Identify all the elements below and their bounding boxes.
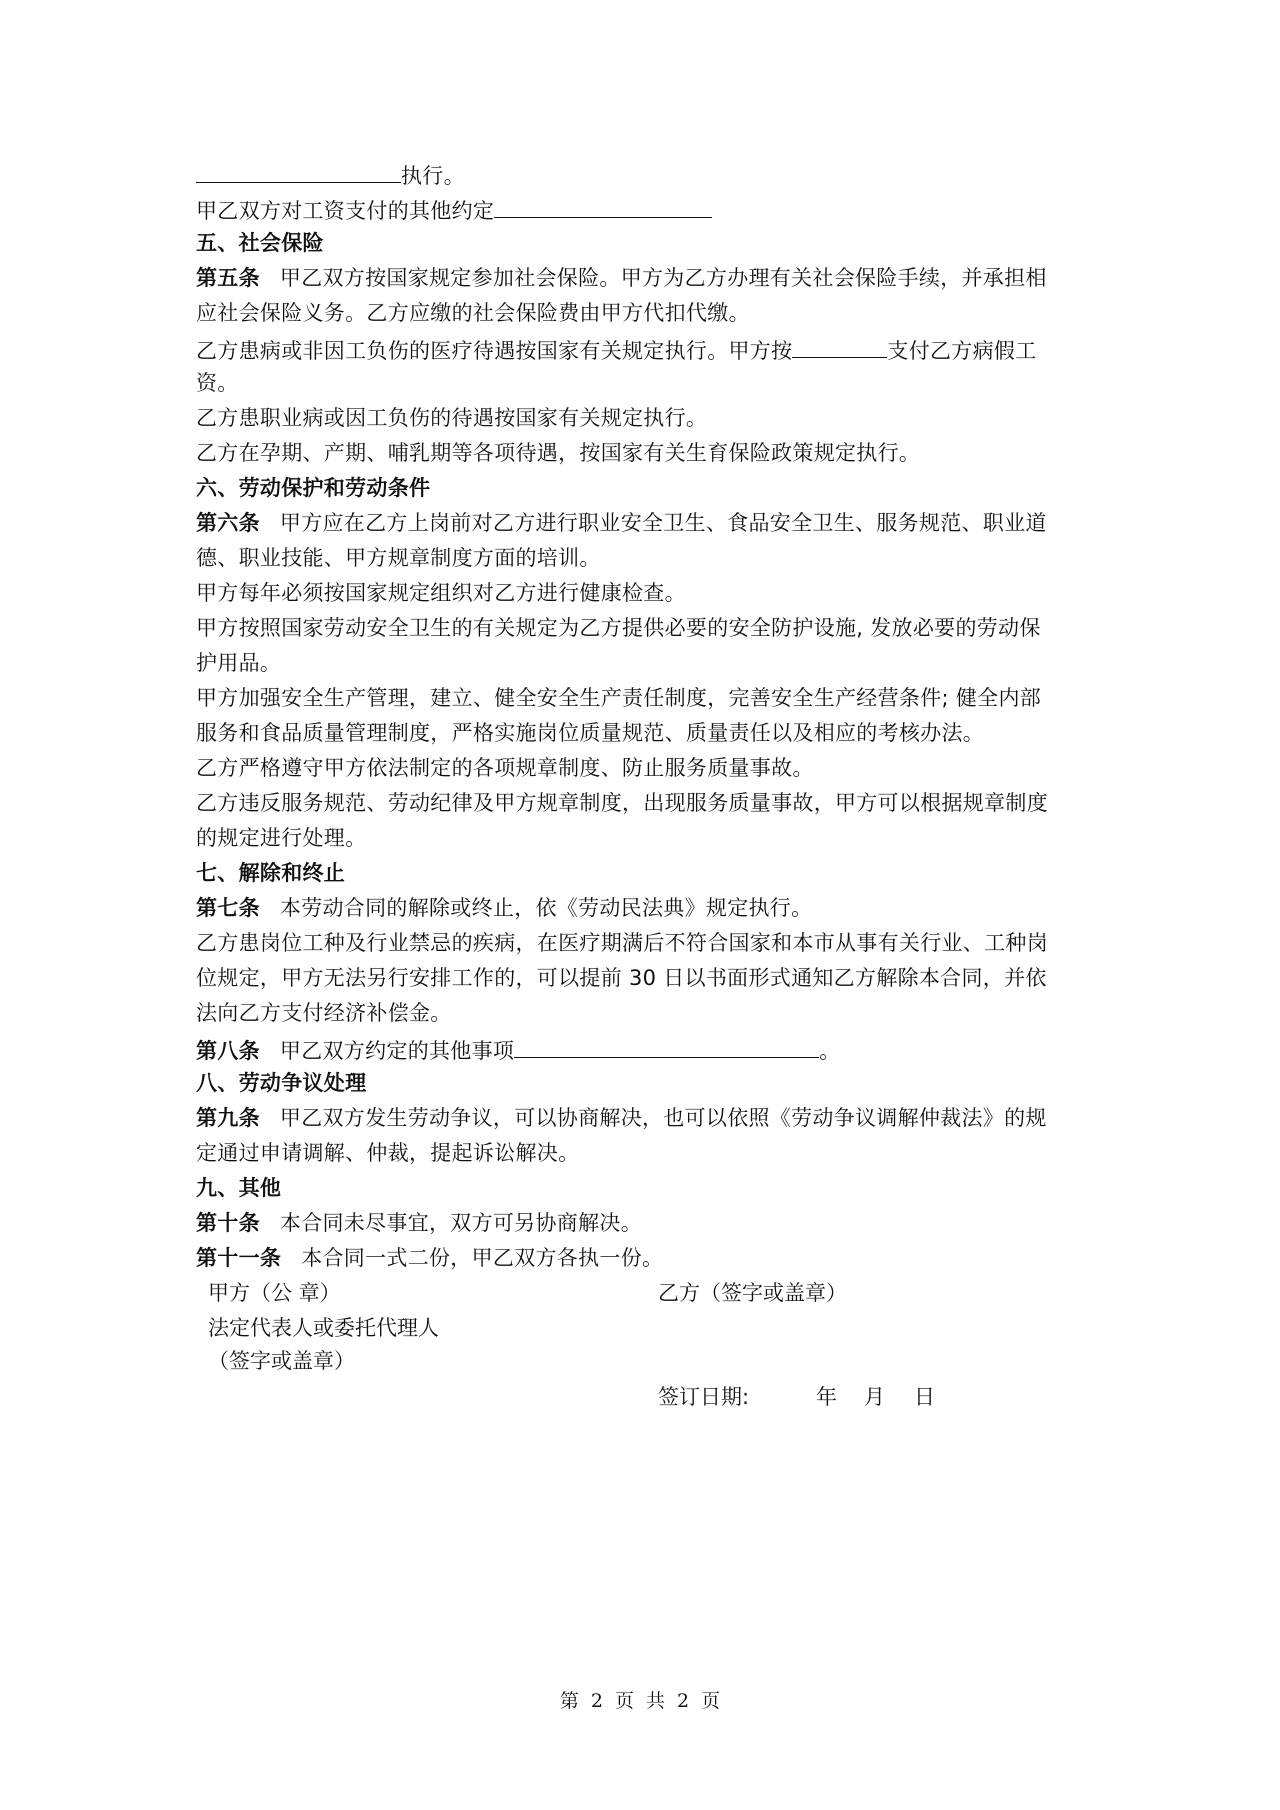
blank-underline bbox=[494, 191, 712, 218]
party-a-seal: 甲方（公 章） bbox=[208, 1281, 341, 1305]
article-6-para-5: 乙方严格遵守甲方依法制定的各项规章制度、防止服务质量事故。 bbox=[196, 756, 814, 780]
article-6-para-3: 甲方按照国家劳动安全卫生的有关规定为乙方提供必要的安全防护设施, 发放必要的劳动保 bbox=[196, 616, 1041, 640]
article-10: 第十条 本合同未尽事宜，双方可另协商解决。 bbox=[196, 1211, 643, 1235]
article-6-para-3-cont: 护用品。 bbox=[196, 651, 282, 675]
signing-date-year: 年 bbox=[816, 1385, 837, 1409]
article-6-para-4-cont: 服务和食品质量管理制度，严格实施岗位质量规范、质量责任以及相应的考核办法。 bbox=[196, 721, 985, 745]
article-label: 第七条 bbox=[196, 896, 260, 920]
article-6-para-6: 乙方违反服务规范、劳动纪律及甲方规章制度，出现服务质量事故，甲方可以根据规章制度 bbox=[196, 791, 1048, 815]
article-5-para-4: 乙方在孕期、产期、哺乳期等各项待遇，按国家有关生育保险政策规定执行。 bbox=[196, 441, 921, 465]
article-label: 第九条 bbox=[196, 1106, 260, 1130]
article-7-para-2-cont: 位规定，甲方无法另行安排工作的，可以提前 30 日以书面形式通知乙方解除本合同，并依 bbox=[196, 966, 1047, 990]
wage-execution-line: 执行。 bbox=[196, 156, 1096, 191]
article-7-para-2-cont: 法向乙方支付经济补偿金。 bbox=[196, 1001, 452, 1025]
article-7-para-2: 乙方患岗位工种及行业禁忌的疾病，在医疗期满后不符合国家和本市从事有关行业、工种岗 bbox=[196, 931, 1048, 955]
page-number-footer: 第 2 页 共 2 页 bbox=[559, 1690, 721, 1712]
section-heading-labor-protection: 六、劳动保护和劳动条件 bbox=[196, 476, 431, 500]
article-label: 第十一条 bbox=[196, 1246, 282, 1270]
article-5-para-2-cont: 资。 bbox=[196, 371, 239, 395]
article-7-para-1: 第七条 本劳动合同的解除或终止，依《劳动民法典》规定执行。 bbox=[196, 896, 813, 920]
signing-date-month: 月 bbox=[864, 1385, 885, 1409]
article-label: 第八条 bbox=[196, 1039, 260, 1063]
article-9: 第九条 甲乙双方发生劳动争议，可以协商解决，也可以依照《劳动争议调解仲裁法》的规 bbox=[196, 1106, 1047, 1130]
article-label: 第五条 bbox=[196, 266, 260, 290]
article-5-para-1-cont: 应社会保险义务。乙方应缴的社会保险费由甲方代扣代缴。 bbox=[196, 301, 750, 325]
section-heading-labor-dispute: 八、劳动争议处理 bbox=[196, 1071, 367, 1095]
signing-date-day: 日 bbox=[914, 1385, 935, 1409]
article-9-cont: 定通过申请调解、仲裁，提起诉讼解决。 bbox=[196, 1141, 580, 1165]
article-6-para-1-cont: 德、职业技能、甲方规章制度方面的培训。 bbox=[196, 546, 601, 570]
signing-date-label: 签订日期: bbox=[658, 1385, 750, 1409]
article-label: 第六条 bbox=[196, 511, 260, 535]
blank-underline bbox=[792, 331, 887, 358]
article-6-para-2: 甲方每年必须按国家规定组织对乙方进行健康检查。 bbox=[196, 581, 686, 605]
section-heading-termination: 七、解除和终止 bbox=[196, 861, 346, 885]
contract-body bbox=[196, 156, 1096, 1416]
wage-other-agreement-line: 甲乙双方对工资支付的其他约定 bbox=[196, 191, 1096, 226]
legal-representative: 法定代表人或委托代理人 bbox=[208, 1316, 439, 1340]
section-heading-social-insurance: 五、社会保险 bbox=[196, 231, 324, 255]
blank-underline bbox=[196, 156, 401, 183]
representative-signature: （签字或盖章） bbox=[208, 1349, 355, 1373]
article-5-para-2: 乙方患病或非因工负伤的医疗待遇按国家有关规定执行。甲方按 支付乙方病假工 bbox=[196, 331, 1096, 366]
article-6-para-6-cont: 的规定进行处理。 bbox=[196, 826, 367, 850]
article-5-para-3: 乙方患职业病或因工负伤的待遇按国家有关规定执行。 bbox=[196, 406, 708, 430]
signature-block bbox=[196, 1276, 1096, 1416]
section-heading-other: 九、其他 bbox=[196, 1176, 282, 1200]
article-label: 第十条 bbox=[196, 1211, 260, 1235]
article-5-para-1: 第五条 甲乙双方按国家规定参加社会保险。甲方为乙方办理有关社会保险手续，并承担相 bbox=[196, 266, 1047, 290]
article-6-para-4: 甲方加强安全生产管理，建立、健全安全生产责任制度，完善安全生产经营条件; 健全内部 bbox=[196, 686, 1042, 710]
article-11: 第十一条 本合同一式二份，甲乙双方各执一份。 bbox=[196, 1246, 664, 1270]
article-6-para-1: 第六条 甲方应在乙方上岗前对乙方进行职业安全卫生、食品安全卫生、服务规范、职业道 bbox=[196, 511, 1047, 535]
party-b-signature: 乙方（签字或盖章） bbox=[658, 1281, 847, 1305]
article-8: 第八条 甲乙双方约定的其他事项 。 bbox=[196, 1031, 1096, 1066]
blank-underline bbox=[514, 1031, 819, 1058]
